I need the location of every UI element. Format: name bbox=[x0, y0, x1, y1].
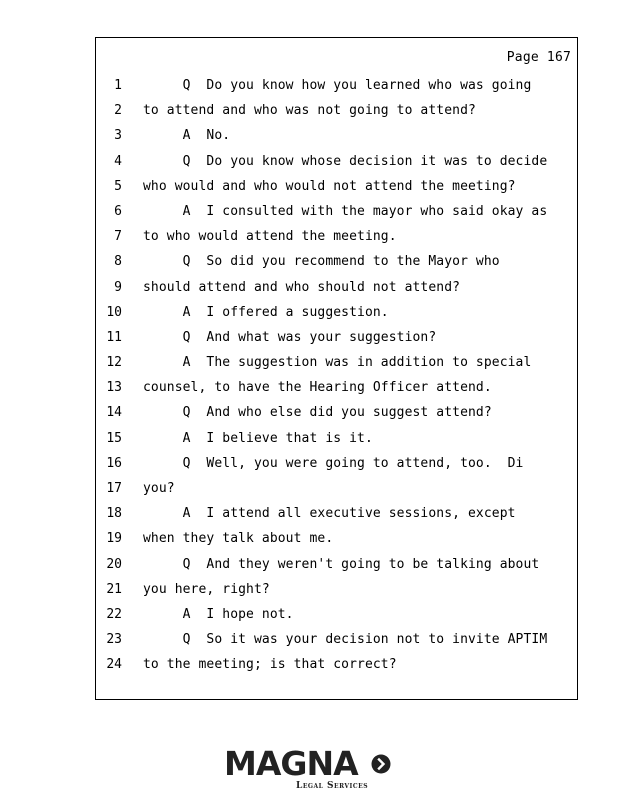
magna-logo bbox=[224, 746, 396, 796]
logo-subtitle: Legal Services bbox=[296, 781, 369, 791]
transcript-line bbox=[96, 300, 577, 325]
line-number: 22 bbox=[106, 606, 122, 622]
line-text: A I consulted with the mayor who said okay as bbox=[143, 203, 548, 219]
line-number: 17 bbox=[106, 481, 122, 496]
line-number: 3 bbox=[114, 128, 122, 144]
transcript-line bbox=[96, 451, 577, 476]
transcript-line bbox=[96, 375, 577, 400]
transcript-line bbox=[96, 249, 577, 274]
transcript-line bbox=[96, 426, 577, 451]
transcript-line bbox=[96, 98, 577, 123]
line-text: counsel, to have the Hearing Officer attend. bbox=[143, 380, 492, 396]
line-text: Q Do you know how you learned who was going bbox=[143, 78, 532, 93]
transcript-line bbox=[96, 199, 577, 224]
transcript-line bbox=[96, 501, 577, 526]
line-text: Q Do you know whose decision it was to decide bbox=[143, 153, 548, 169]
transcript-line bbox=[96, 149, 577, 174]
transcript-page bbox=[95, 37, 578, 700]
transcript-lines bbox=[96, 73, 577, 678]
line-number: 4 bbox=[114, 153, 122, 169]
transcript-line bbox=[96, 577, 577, 602]
line-text: Q So did you recommend to the Mayor who bbox=[143, 254, 500, 270]
line-text: Q And who else did you suggest attend? bbox=[143, 405, 492, 421]
line-number: 16 bbox=[106, 455, 122, 471]
transcript-line bbox=[96, 627, 577, 652]
line-text: Q Well, you were going to attend, too. Di bbox=[143, 455, 524, 471]
line-text: who would and who would not attend the meeting? bbox=[143, 178, 516, 194]
transcript-line bbox=[96, 325, 577, 350]
line-text: A I hope not. bbox=[143, 606, 294, 622]
line-number: 7 bbox=[114, 229, 122, 245]
line-number: 10 bbox=[106, 304, 122, 320]
line-number: 6 bbox=[114, 203, 122, 219]
transcript-line bbox=[96, 400, 577, 425]
line-number: 13 bbox=[106, 380, 122, 396]
line-number: 14 bbox=[106, 405, 122, 421]
line-number: 8 bbox=[114, 254, 122, 270]
transcript-line bbox=[96, 526, 577, 551]
line-text: Q And what was your suggestion? bbox=[143, 329, 437, 345]
transcript-line bbox=[96, 224, 577, 249]
transcript-line bbox=[96, 275, 577, 300]
line-text: A I believe that is it. bbox=[143, 430, 373, 446]
transcript-line bbox=[96, 123, 577, 148]
line-number: 9 bbox=[114, 279, 122, 295]
line-text: Q So it was your decision not to invite APTIM bbox=[143, 632, 548, 648]
line-number: 5 bbox=[114, 178, 122, 194]
transcript-line bbox=[96, 174, 577, 199]
line-text: to attend and who was not going to attend? bbox=[143, 103, 476, 119]
line-text: Q And they weren't going to be talking about bbox=[143, 556, 540, 572]
transcript-line bbox=[96, 552, 577, 577]
chevron-right-circle-icon bbox=[371, 754, 391, 774]
line-text: to who would attend the meeting. bbox=[143, 229, 397, 245]
line-text: A The suggestion was in addition to special bbox=[143, 355, 532, 371]
transcript-line bbox=[96, 602, 577, 627]
line-text: you? bbox=[143, 481, 175, 496]
page-number: Page 167 bbox=[506, 50, 571, 65]
line-text: to the meeting; is that correct? bbox=[143, 657, 397, 673]
line-number: 20 bbox=[106, 556, 122, 572]
line-text: A No. bbox=[143, 128, 231, 144]
line-number: 15 bbox=[106, 430, 122, 446]
line-number: 21 bbox=[106, 581, 122, 597]
line-text: A I offered a suggestion. bbox=[143, 304, 389, 320]
line-number: 24 bbox=[106, 657, 122, 673]
line-number: 18 bbox=[106, 506, 122, 522]
line-number: 1 bbox=[114, 78, 122, 93]
transcript-line bbox=[96, 73, 577, 98]
line-text: you here, right? bbox=[143, 581, 270, 597]
line-text: A I attend all executive sessions, except bbox=[143, 506, 516, 522]
line-number: 12 bbox=[106, 355, 122, 371]
transcript-line bbox=[96, 476, 577, 501]
line-number: 2 bbox=[114, 103, 122, 119]
line-text: should attend and who should not attend? bbox=[143, 279, 461, 295]
line-number: 11 bbox=[106, 329, 122, 345]
logo-wordmark: MAGNA bbox=[224, 744, 358, 783]
line-number: 19 bbox=[106, 531, 122, 547]
line-text: when they talk about me. bbox=[143, 531, 334, 547]
transcript-line bbox=[96, 350, 577, 375]
line-number: 23 bbox=[106, 632, 122, 648]
transcript-line bbox=[96, 652, 577, 677]
